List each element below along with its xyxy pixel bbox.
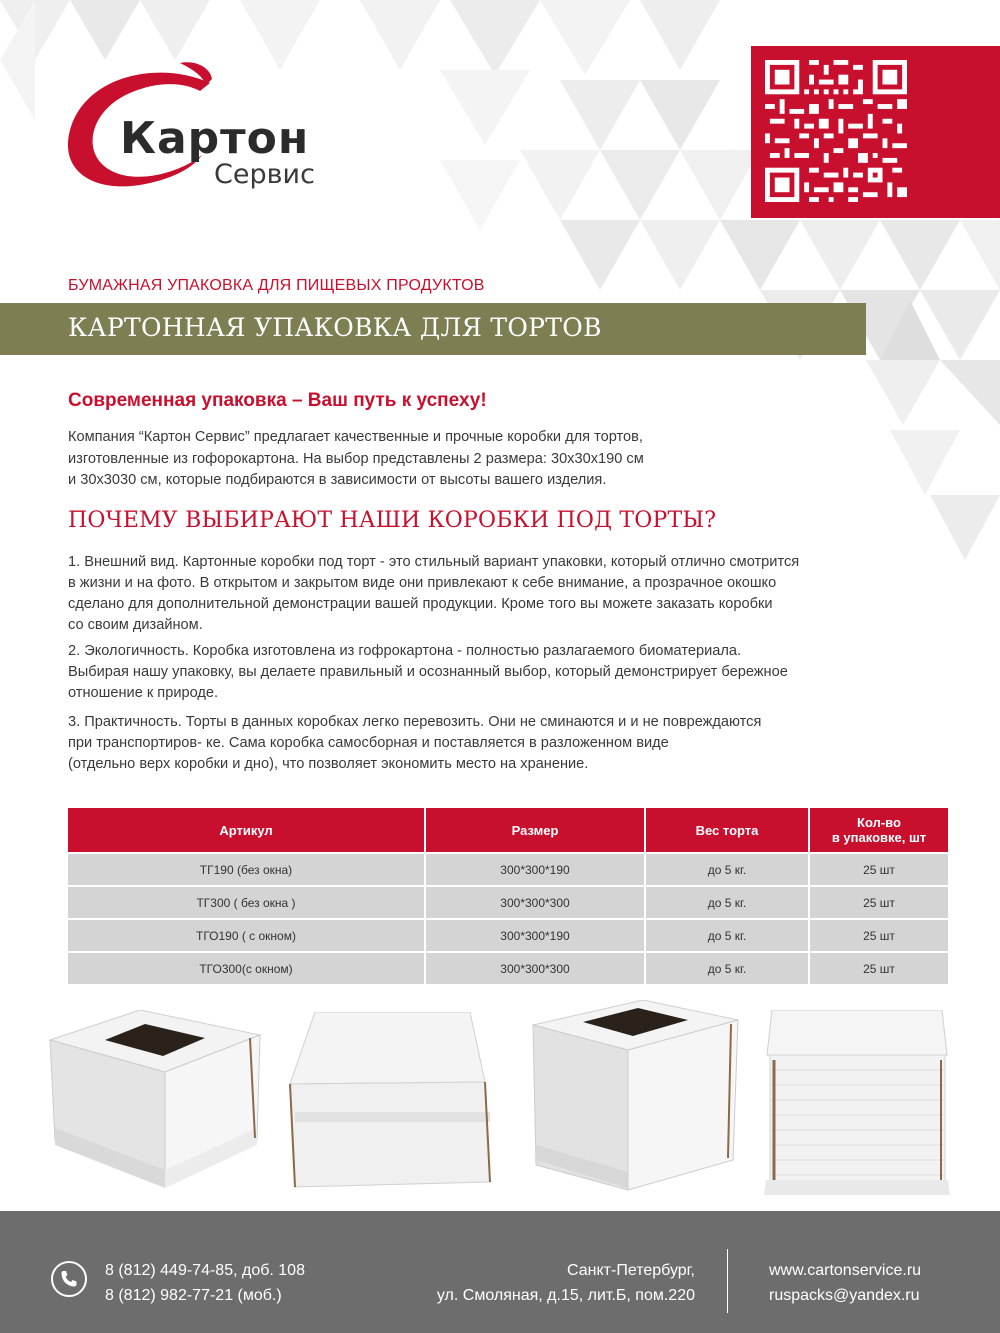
logo-word-karton: Картон [120,113,310,164]
paragraph-line: сделано для дополнительной демонстрации вашей продукции. Кроме того вы можете заказать коробки [68,596,773,612]
cell-size: 300*300*300 [426,953,646,984]
product-table [68,808,948,984]
cell-article: ТГ300 ( без окна ) [68,887,426,918]
category-subheading: БУМАЖНАЯ УПАКОВКА ДЛЯ ПИЩЕВЫХ ПРОДУКТОВ [68,277,485,294]
cell-weight: до 5 кг. [646,887,810,918]
paragraph-line: 3. Практичность. Торты в данных коробках легко перевозить. Они не сминаются и и не повреждаются [68,714,762,730]
cell-weight: до 5 кг. [646,854,810,885]
page-title: КАРТОННАЯ УПАКОВКА ДЛЯ ТОРТОВ [68,313,602,342]
header-weight: Вес торта [646,808,810,852]
header-size: Размер [426,808,646,852]
cell-quantity: 25 шт [810,854,948,885]
footer-phone-office[interactable]: 8 (812) 449-74-85, доб. 108 [105,1262,305,1279]
cake-box-closed-image [285,1012,500,1197]
table-row [68,854,948,885]
paragraph-line: при транспортиров- ке. Сама коробка самосборная и поставляется в разложенном виде [68,735,669,751]
table-row [68,953,948,984]
reason-appearance-paragraph [68,552,928,636]
cell-article: ТГ190 (без окна) [68,854,426,885]
reason-ecology-paragraph [68,641,928,704]
paragraph-line: Выбирая нашу упаковку, вы делаете правильный и осознанный выбор, который демонстрирует бережное [68,664,788,680]
page-title-bar [0,303,866,355]
company-logo [60,55,320,215]
paragraph-line: со своим дизайном. [68,617,203,633]
cell-weight: до 5 кг. [646,953,810,984]
cell-quantity: 25 шт [810,887,948,918]
intro-line: Компания “Картон Сервис” предлагает качественные и прочные коробки для тортов, [68,429,643,445]
footer-phones [105,1258,305,1308]
qr-code-icon [765,60,907,202]
slogan-heading: Современная упаковка – Ваш путь к успеху! [68,390,487,411]
cake-box-flat-stack-image [762,1010,952,1200]
qr-code-panel [751,46,1000,218]
paragraph-line: отношение к природе. [68,685,219,701]
cell-size: 300*300*190 [426,920,646,951]
reason-practicality-paragraph [68,712,928,775]
paragraph-line: 2. Экологичность. Коробка изготовлена из гофрокартона - полностью разлагаемого биоматериала. [68,643,742,659]
footer-street: ул. Смоляная, д.15, лит.Б, пом.220 [436,1287,695,1304]
table-row [68,920,948,951]
phone-icon [50,1260,88,1298]
logo-word-servis: Сервис [214,159,315,190]
paragraph-line: 1. Внешний вид. Картонные коробки под торт - это стильный вариант упаковки, который отлично смотрится [68,554,800,570]
intro-line: и 30х3030 см, которые подбираются в зависимости от высоты вашего изделия. [68,472,607,488]
cell-quantity: 25 шт [810,920,948,951]
intro-paragraph [68,427,768,492]
cell-weight: до 5 кг. [646,920,810,951]
footer-website-link[interactable]: www.cartonservice.ru [769,1262,922,1279]
table-header-row [68,808,948,852]
cake-box-with-window-image [45,1010,265,1195]
header-quantity-line1: Кол-во [857,815,901,830]
table-row [68,887,948,918]
cell-article: ТГО190 ( с окном) [68,920,426,951]
header-quantity [810,808,948,852]
footer-email-link[interactable]: ruspacks@yandex.ru [769,1287,920,1304]
why-heading: ПОЧЕМУ ВЫБИРАЮТ НАШИ КОРОБКИ ПОД ТОРТЫ? [68,508,717,533]
cell-quantity: 25 шт [810,953,948,984]
cake-box-tall-with-window-image [528,1000,743,1200]
header-quantity-line2: в упаковке, шт [831,830,927,845]
cell-size: 300*300*190 [426,854,646,885]
footer-divider [727,1249,728,1313]
footer-phone-mobile[interactable]: 8 (812) 982-77-21 (моб.) [105,1287,282,1304]
intro-line: изготовленные из гофорокартона. На выбор представлены 2 размера: 30х30х190 см [68,450,644,467]
footer-address [400,1258,695,1308]
footer-contacts [769,1258,921,1308]
paragraph-line: в жизни и на фото. В открытом и закрытом виде они привлекают к себе внимание, а прозрачное окошко [68,575,777,591]
header-article: Артикул [68,808,426,852]
footer-city: Санкт-Петербург, [567,1262,695,1279]
cell-size: 300*300*300 [426,887,646,918]
cell-article: ТГО300(с окном) [68,953,426,984]
paragraph-line: (отдельно верх коробки и дно), что позволяет экономить место на хранение. [68,756,589,772]
